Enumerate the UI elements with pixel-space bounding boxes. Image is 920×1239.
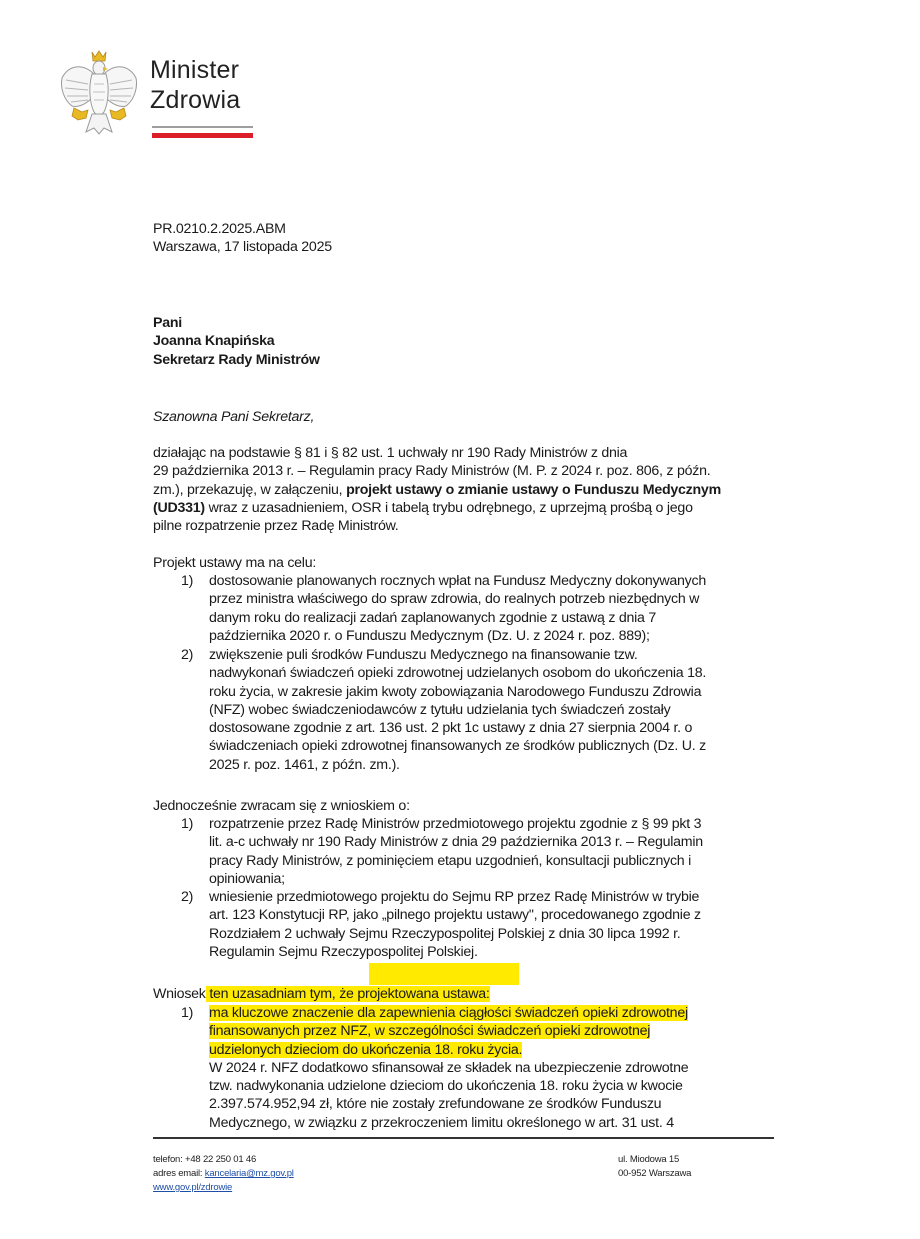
justification-heading-text: Wniosek <box>153 986 206 1002</box>
list-line: świadczeniach opieki zdrowotnej finansowanych ze środków publicznych (Dz. U. z <box>209 738 707 755</box>
list-number: 1) <box>181 573 194 589</box>
bill-code: (UD331) <box>153 499 205 516</box>
footer-address <box>618 1153 691 1181</box>
logo-red-rule <box>152 133 253 138</box>
reference-block <box>153 220 332 257</box>
highlighted-line: finansowanych przez NFZ, w szczególności świadczeń opieki zdrowotnej <box>209 1023 651 1040</box>
logo-line-minister: Minister <box>150 56 240 84</box>
recipient-title: Sekretarz Rady Ministrów <box>153 351 320 368</box>
bill-title: projekt ustawy o zmianie ustawy o Funduszu Medycznym <box>346 481 721 498</box>
intro-line: działając na podstawie § 81 i § 82 ust. 1 uchwały nr 190 Rady Ministrów z dnia <box>153 445 628 461</box>
footer-divider <box>153 1137 774 1139</box>
list-line: danym roku do realizacji zadań zaplanowanych zgodnie z ustawą z dnia 7 <box>209 609 657 626</box>
list-number: 1) <box>181 816 194 832</box>
intro-text: zm.), przekazuję, w załączeniu, <box>153 481 347 498</box>
recipient-salutation: Pani <box>153 315 182 331</box>
intro-line <box>153 481 721 499</box>
list-line: przez ministra właściwego do spraw zdrowia, do realnych potrzeb niezbędnych w <box>209 591 700 608</box>
list-item-text <box>209 888 701 961</box>
list-line: nadwykonań świadczeń opieki zdrowotnej udzielanych osobom do ukończenia 18. <box>209 665 707 682</box>
polish-eagle-emblem-icon <box>58 48 140 136</box>
list-item-text <box>209 646 706 774</box>
list-line: zwiększenie puli środków Funduszu Medycznego na finansowanie tzw. <box>209 647 638 663</box>
footer-address-city: 00-952 Warszawa <box>618 1168 692 1179</box>
intro-line: 29 października 2013 r. – Regulamin pracy Rady Ministrów (M. P. z 2024 r. poz. 806, z późn. <box>153 463 711 480</box>
footer-contact <box>153 1153 294 1195</box>
intro-text: wraz z uzasadnieniem, OSR i tabelą trybu odrębnego, z uprzejmą prośbą o jego <box>204 499 693 516</box>
intro-line: pilne rozpatrzenie przez Radę Ministrów. <box>153 518 399 535</box>
footer-email-label: adres email: <box>153 1168 205 1179</box>
list-line: rozpatrzenie przez Radę Ministrów przedmiotowego projektu zgodnie z § 99 pkt 3 <box>209 816 702 832</box>
list-item-text <box>209 572 706 645</box>
list-line: dostosowanie planowanych rocznych wpłat na Fundusz Medyczny dokonywanych <box>209 573 706 589</box>
list-line: opiniowania; <box>209 870 285 887</box>
list-line: pracy Rady Ministrów, z pominięciem etapu uzgodnień, konsultacji publicznych i <box>209 852 692 869</box>
footer-address-street: ul. Miodowa 15 <box>618 1154 680 1165</box>
list-line: roku życia, w zakresie jakim kwoty zobowiązania Narodowego Funduszu Zdrowia <box>209 683 702 700</box>
list-item-text <box>209 1004 688 1132</box>
logo-grey-rule <box>152 126 253 128</box>
list-line: W 2024 r. NFZ dodatkowo sfinansował ze składek na ubezpieczenie zdrowotne <box>209 1059 689 1076</box>
requests-heading: Jednocześnie zwracam się z wnioskiem o: <box>153 798 410 814</box>
highlight-mark <box>369 963 519 985</box>
list-line: 2.397.574.952,94 zł, które nie zostały zrefundowane ze środków Funduszu <box>209 1096 662 1113</box>
list-line: dostosowane zgodnie z art. 136 ust. 2 pkt 1c ustawy z dnia 27 sierpnia 2004 r. o <box>209 720 693 737</box>
intro-line <box>153 499 721 517</box>
list-number: 2) <box>181 647 194 663</box>
highlighted-line: ma kluczowe znaczenie dla zapewnienia ciągłości świadczeń opieki zdrowotnej <box>209 1005 688 1021</box>
list-line: tzw. nadwykonania udzielone dzieciom do ukończenia 18. roku życia w kwocie <box>209 1078 683 1095</box>
greeting: Szanowna Pani Sekretarz, <box>153 409 315 425</box>
list-item-text <box>209 815 703 888</box>
footer-phone: telefon: +48 22 250 01 46 <box>153 1154 257 1165</box>
footer-website-link[interactable]: www.gov.pl/zdrowie <box>153 1182 233 1193</box>
list-line: art. 123 Konstytucji RP, jako „pilnego projektu ustawy", procedowanego zgodnie z <box>209 907 701 924</box>
list-line: października 2020 r. o Funduszu Medycznym (Dz. U. z 2024 r. poz. 889); <box>209 627 650 644</box>
highlighted-text: ten uzasadniam tym, że projektowana ustawa: <box>205 986 490 1002</box>
list-line: Medycznego, w związku z przekroczeniem limitu określonego w art. 31 ust. 4 <box>209 1114 674 1131</box>
justification-heading <box>153 985 490 1003</box>
recipient-name: Joanna Knapińska <box>153 333 275 350</box>
list-line: wniesienie przedmiotowego projektu do Sejmu RP przez Radę Ministrów w trybie <box>209 889 700 905</box>
highlighted-line: udzielonych dzieciom do ukończenia 18. roku życia. <box>209 1041 523 1058</box>
list-line: Regulamin Sejmu Rzeczypospolitej Polskiej. <box>209 943 478 960</box>
recipient-block <box>153 314 320 369</box>
list-number: 1) <box>181 1005 194 1021</box>
list-line: Rozdziałem 2 uchwały Sejmu Rzeczypospolitej Polskiej z dnia 30 lipca 1992 r. <box>209 925 681 942</box>
list-line: (NFZ) wobec świadczeniodawców z tytułu udzielania tych świadczeń zostały <box>209 701 671 718</box>
list-number: 2) <box>181 889 194 905</box>
ministry-logo-text <box>150 55 240 115</box>
list-line: 2025 r. poz. 1461, z późn. zm.). <box>209 756 400 773</box>
list-line: lit. a-c uchwały nr 190 Rady Ministrów z dnia 29 października 2013 r. – Regulamin <box>209 834 703 851</box>
footer-email-link[interactable]: kancelaria@mz.gov.pl <box>204 1168 294 1179</box>
logo-line-zdrowia: Zdrowia <box>150 86 241 114</box>
intro-paragraph <box>153 444 721 535</box>
footer-email-line <box>153 1167 294 1181</box>
place-and-date: Warszawa, 17 listopada 2025 <box>153 239 332 256</box>
reference-number: PR.0210.2.2025.ABM <box>153 221 286 237</box>
goals-heading: Projekt ustawy ma na celu: <box>153 555 317 571</box>
